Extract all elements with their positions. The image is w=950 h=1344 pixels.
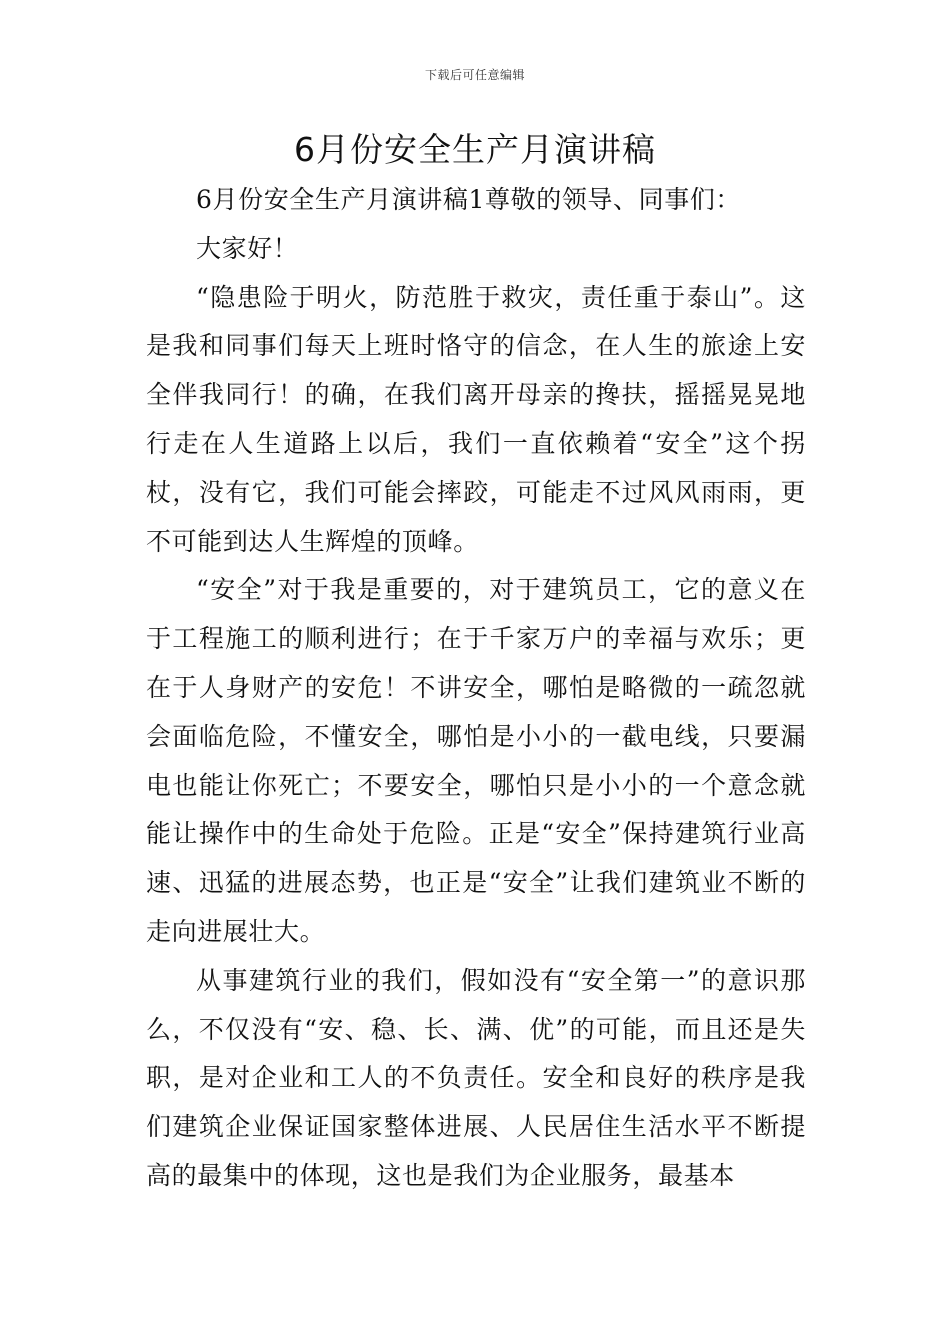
paragraph-3: “隐患险于明火，防范胜于救灾，责任重于泰山”。这是我和同事们每天上班时恪守的信念，在人生的旅途上安全伴我同行！的确，在我们离开母亲的搀扶，摇摇晃晃地行走在人生道路上以后，我们一直依赖着“安全”这个拐杖，没有它，我们可能会摔跤，可能走不过风风雨雨，更不可能到达人生辉煌的顶峰。 bbox=[146, 282, 806, 556]
header-note: 下载后可任意编辑 bbox=[424, 68, 525, 82]
paragraph-5: 从事建筑行业的我们，假如没有“安全第一”的意识那么，不仅没有“安、稳、长、满、优”的可能，而且还是失职，是对企业和工人的不负责任。安全和良好的秩序是我们建筑企业保证国家整体进展、人民居住生活水平不断提高的最集中的体现，这也是我们为企业服务，最基本 bbox=[146, 965, 806, 1190]
paragraph-2: 大家好！ bbox=[196, 233, 299, 263]
document-body bbox=[146, 176, 806, 1201]
document-title: 6月份安全生产月演讲稿 bbox=[294, 130, 656, 169]
paragraph-1: 6月份安全生产月演讲稿1尊敬的领导、同事们： bbox=[196, 185, 742, 214]
paragraph-4: “安全”对于我是重要的，对于建筑员工，它的意义在于工程施工的顺利进行；在于千家万户的幸福与欢乐；更在于人身财产的安危！不讲安全，哪怕是略微的一疏忽就会面临危险，不懂安全，哪怕是小小的一截电线，只要漏电也能让你死亡；不要安全，哪怕只是小小的一个意念就能让操作中的生命处于危险。正是“安全”保持建筑行业高速、迅猛的进展态势，也正是“安全”让我们建筑业不断的走向进展壮大。 bbox=[146, 575, 806, 946]
